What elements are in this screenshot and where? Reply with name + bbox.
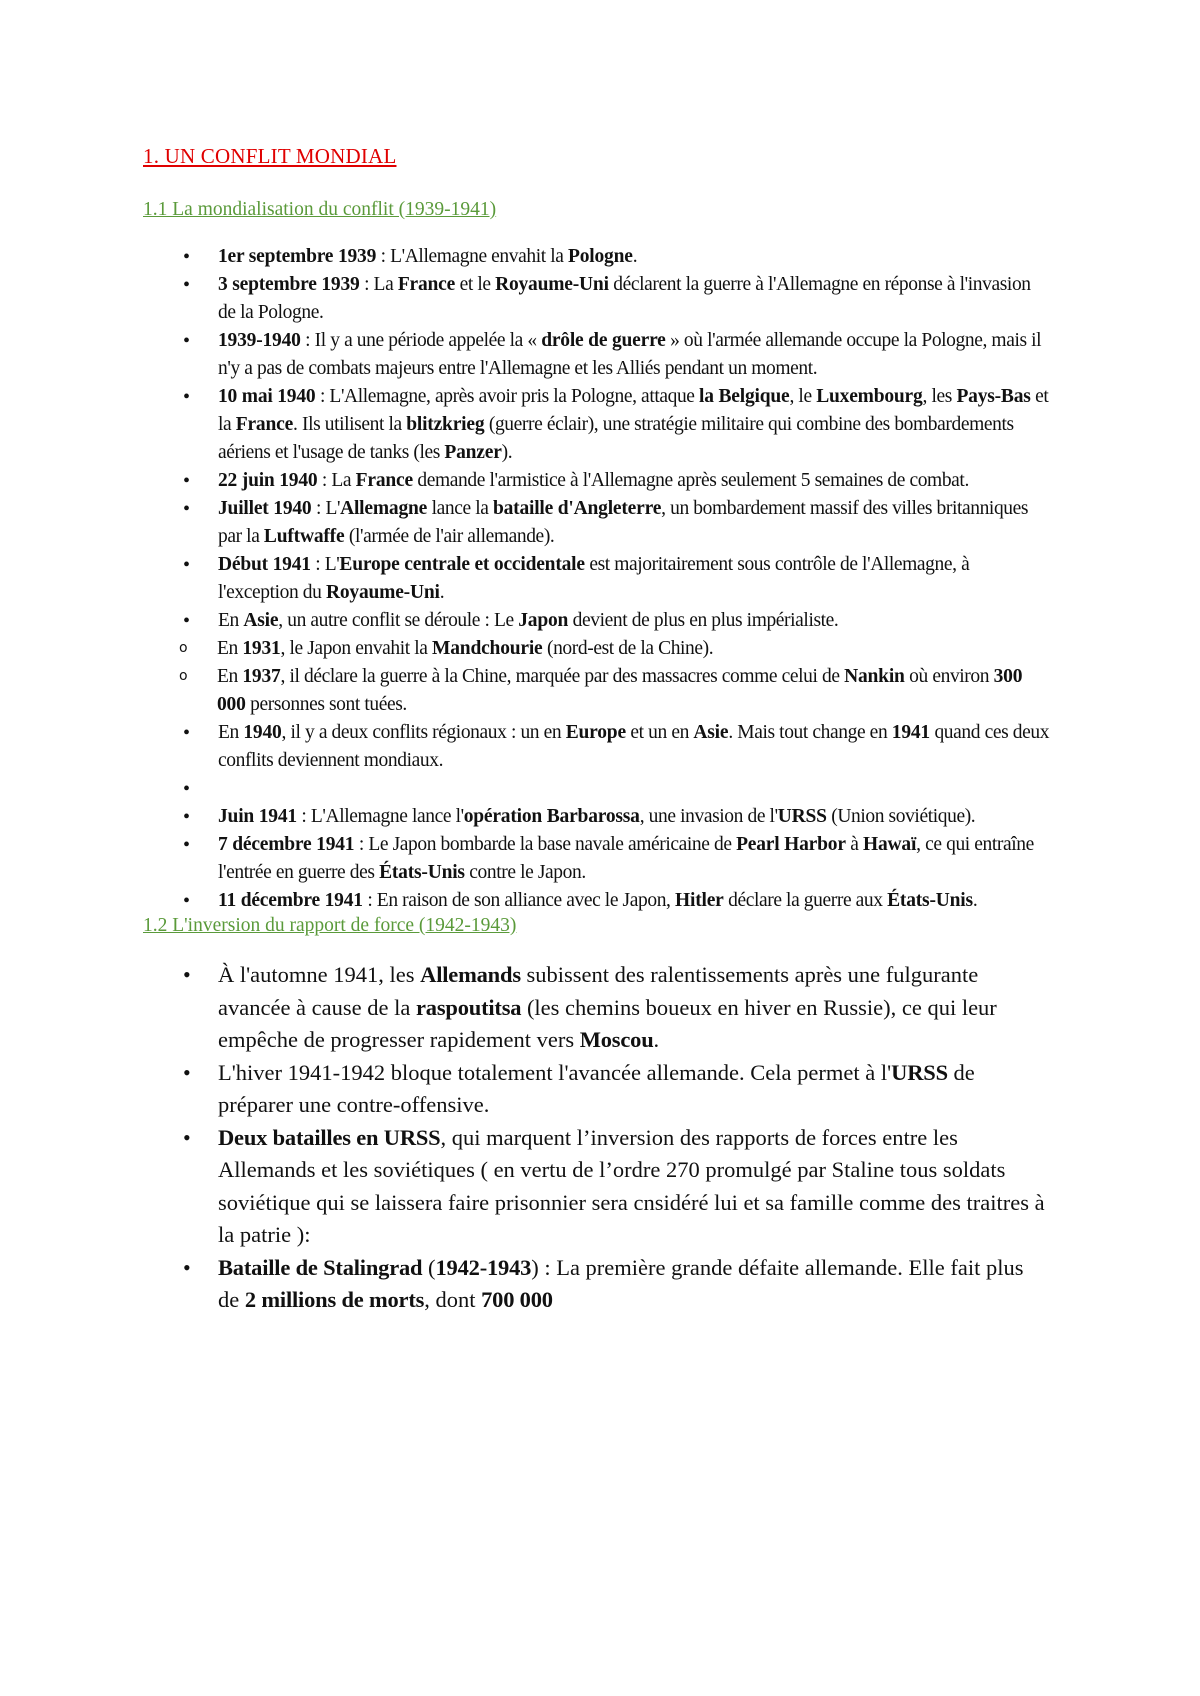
list-item: [143, 887, 1050, 915]
bold-text: Allemagne: [340, 498, 428, 519]
text: (Union soviétique).: [826, 806, 976, 827]
text: , le: [789, 386, 817, 407]
bold-text: Nankin: [844, 666, 905, 687]
text: déclarent la guerre à l'Allemagne en réponse à l'invasion de la Pologne.: [218, 274, 1031, 323]
list-item: [143, 271, 1050, 327]
text: ).: [501, 442, 513, 463]
bold-text: raspoutitsa: [416, 994, 522, 1020]
text: et un en: [625, 722, 694, 743]
bold-text: États-Unis: [379, 862, 465, 883]
text: : En raison de son alliance avec le Japon,: [362, 890, 676, 911]
bold-text: 11 décembre 1941: [218, 890, 363, 911]
list-item: [143, 775, 1050, 803]
text: : Il y a une période appelée la «: [300, 330, 542, 351]
bullet-list-1-2: [143, 959, 1050, 1317]
bold-text: France: [397, 274, 456, 295]
bold-text: Royaume-Uni: [495, 274, 609, 295]
text: » où l'armée allemande occupe la Pologne, mais il n'y a pas de combats majeurs entre l'Allemagne et les Alliés pendant un moment.: [218, 330, 1042, 379]
bold-text: Pearl Harbor: [736, 834, 846, 855]
list-item: [143, 551, 1050, 607]
bold-text: Deux batailles en URSS: [218, 1124, 441, 1150]
bold-text: 1941: [891, 722, 930, 743]
list-item: [143, 495, 1050, 551]
text: . Ils utilisent la: [293, 414, 407, 435]
bold-text: Hawaï: [863, 834, 917, 855]
text: quand ces deux conflits deviennent mondiaux.: [218, 722, 1050, 771]
bold-text: Panzer: [444, 442, 502, 463]
list-item: [143, 1122, 1050, 1252]
bold-text: 3 septembre 1939: [218, 274, 360, 295]
text: (les chemins boueux en hiver en Russie), ce qui leur empêche de progresser rapidement vers: [218, 994, 997, 1052]
bullet-list-1-1: [143, 243, 1050, 635]
list-item: [143, 383, 1050, 467]
text: . Mais tout change en: [728, 722, 892, 743]
list-item: [143, 663, 1050, 719]
bold-text: Europe: [565, 722, 626, 743]
list-item: [143, 831, 1050, 887]
text: de préparer une contre-offensive.: [218, 1059, 975, 1117]
text: où environ: [904, 666, 994, 687]
text: En: [218, 610, 244, 631]
bold-text: Mandchourie: [432, 638, 543, 659]
subsection-title-1-2: 1.2 L'inversion du rapport de force (1942-1943): [143, 915, 517, 936]
list-item: [143, 1057, 1050, 1122]
text: subissent des ralentissements après une fulgurante avancée à cause de la: [218, 962, 979, 1020]
bold-text: 10 mai 1940: [218, 386, 316, 407]
bold-text: Bataille de Stalingrad: [218, 1254, 423, 1280]
bold-text: 1937: [242, 666, 281, 687]
bold-text: 1940: [243, 722, 282, 743]
bold-text: bataille d'Angleterre: [492, 498, 662, 519]
list-item: [143, 719, 1050, 775]
text: (nord-est de la Chine).: [542, 638, 714, 659]
bold-text: Allemands: [420, 962, 521, 987]
subsection-title-1-1: 1.1 La mondialisation du conflit (1939-1941): [143, 199, 497, 220]
list-item: [143, 243, 1050, 271]
bold-text: Juin 1941: [218, 806, 297, 827]
bold-text: Japon: [518, 610, 569, 631]
text: , dont: [424, 1287, 482, 1312]
text: devient de plus en plus impérialiste.: [568, 610, 839, 631]
list-item: [143, 1252, 1050, 1317]
text: , un autre conflit se déroule : Le: [278, 610, 519, 631]
text: .: [439, 582, 445, 603]
text: : L'Allemagne, après avoir pris la Pologne, attaque: [315, 386, 700, 407]
bold-text: la Belgique: [699, 386, 790, 407]
bold-text: États-Unis: [887, 890, 973, 911]
text: .: [653, 1027, 660, 1052]
bold-text: drôle de guerre: [541, 330, 666, 351]
list-item: [143, 959, 1050, 1057]
bold-text: Asie: [243, 610, 279, 631]
bold-text: Moscou: [579, 1027, 654, 1052]
list-item: [143, 467, 1050, 495]
list-item: [143, 635, 1050, 663]
bold-text: 300 000: [217, 666, 1023, 715]
list-item: [143, 607, 1050, 635]
text: .: [632, 246, 638, 267]
bold-text: URSS: [777, 806, 827, 827]
bold-text: Pologne: [568, 246, 633, 267]
text: déclare la guerre aux: [723, 890, 888, 911]
text: (: [422, 1254, 436, 1280]
bold-text: 1931: [242, 638, 281, 659]
text: (l'armée de l'air allemande).: [344, 526, 555, 547]
text: : Le Japon bombarde la base navale américaine de: [354, 834, 737, 855]
text: En: [217, 638, 243, 659]
text: : L'Allemagne lance l': [296, 806, 464, 827]
list-item: [143, 327, 1050, 383]
bold-text: 7 décembre 1941: [218, 834, 355, 855]
text: : L': [310, 554, 340, 575]
text: , un bombardement massif des villes britanniques par la: [218, 498, 1029, 547]
bold-text: Juillet 1940: [218, 498, 312, 519]
text: et la: [218, 386, 1049, 435]
text: demande l'armistice à l'Allemagne après seulement 5 semaines de combat.: [412, 470, 969, 491]
text: est majoritairement sous contrôle de l'Allemagne, à l'exception du: [218, 554, 970, 603]
text: , le Japon envahit la: [280, 638, 433, 659]
section-title: 1. UN CONFLIT MONDIAL: [143, 144, 397, 168]
bold-text: 1939-1940: [218, 330, 301, 351]
bold-text: 1er septembre 1939: [218, 246, 377, 267]
text: : L': [311, 498, 341, 519]
list-item: [143, 803, 1050, 831]
text: ) : La première grande défaite allemande. Elle fait plus de: [218, 1254, 1024, 1312]
bold-text: 2 millions de morts: [244, 1287, 425, 1312]
text: , une invasion de l': [639, 806, 778, 827]
text: L'hiver 1941-1942 bloque totalement l'avancée allemande. Cela permet à l': [218, 1059, 892, 1085]
text: : La: [317, 470, 356, 491]
bold-text: 1942-1943: [435, 1254, 532, 1280]
text: À l'automne 1941, les: [218, 962, 421, 987]
text: En: [217, 666, 243, 687]
bold-text: Royaume-Uni: [325, 582, 440, 603]
bold-text: 22 juin 1940: [218, 470, 318, 491]
text: et le: [455, 274, 496, 295]
text: En: [218, 722, 244, 743]
text: personnes sont tuées.: [245, 694, 407, 715]
text: .: [972, 890, 978, 911]
text: : L'Allemagne envahit la: [376, 246, 568, 267]
text: lance la: [427, 498, 493, 519]
text: , ce qui entraîne l'entrée en guerre des: [218, 834, 1034, 883]
text: , il déclare la guerre à la Chine, marquée par des massacres comme celui de: [280, 666, 845, 687]
text: à: [845, 834, 863, 855]
text: , il y a deux conflits régionaux : un en: [281, 722, 566, 743]
bold-text: blitzkrieg: [406, 414, 485, 435]
text: , les: [922, 386, 957, 407]
bold-text: France: [355, 470, 413, 491]
bold-text: France: [235, 414, 294, 435]
text: (guerre éclair), une stratégie militaire qui combine des bombardements aériens et l'usage de tanks (les: [218, 414, 1014, 463]
bold-text: URSS: [891, 1059, 948, 1085]
text: , qui marquent l’inversion des rapports de forces entre les Allemands et les soviétiques ( en vertu de l’ordre 270 promulgé par Staline tous soldats soviétique qui se laissera faire prisonnier sera cnsidéré lui et sa famille comme des traitres à la patrie ):: [218, 1124, 1045, 1247]
bold-text: opération Barbarossa: [463, 806, 640, 827]
bold-text: Pays-Bas: [956, 386, 1031, 407]
bold-text: 700 000: [481, 1287, 553, 1312]
bullet-list-1-1-continued: [143, 719, 1050, 915]
bold-text: Début 1941: [218, 554, 311, 575]
text: contre le Japon.: [464, 862, 586, 883]
bold-text: Luftwaffe: [263, 526, 345, 547]
text: : La: [359, 274, 398, 295]
bold-text: Asie: [693, 722, 729, 743]
bold-text: Europe centrale et occidentale: [339, 554, 585, 575]
bold-text: Luxembourg: [816, 386, 923, 407]
bold-text: Hitler: [675, 890, 724, 911]
sub-bullet-list-asia: [143, 635, 1050, 719]
